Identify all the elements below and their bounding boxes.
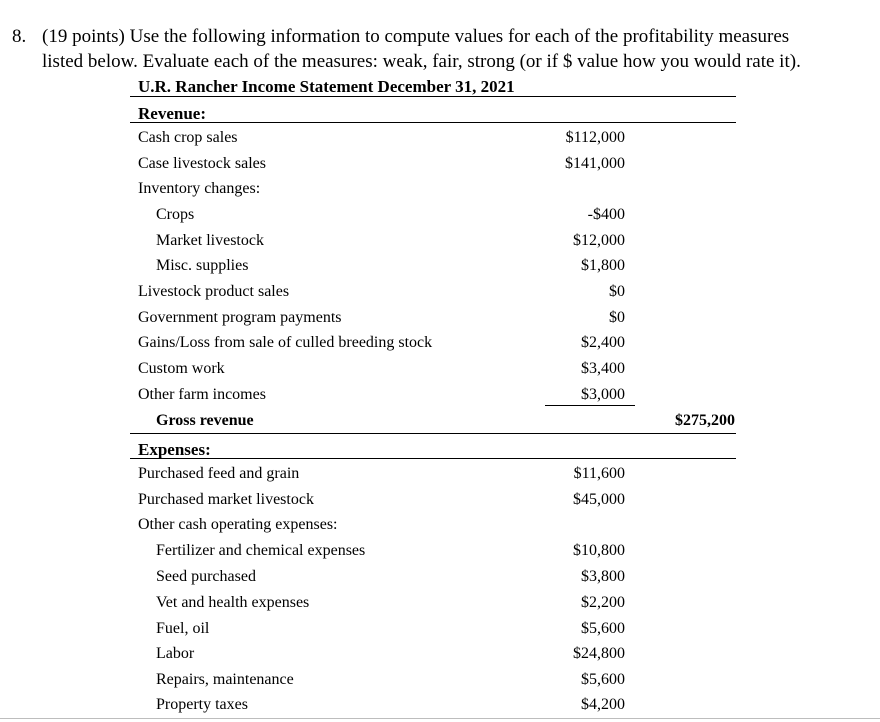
revenue-row-label: Custom work [138, 360, 225, 377]
question-text [12, 24, 872, 74]
revenue-row-value: $0 [609, 309, 625, 326]
gross-revenue-label: Gross revenue [156, 412, 254, 429]
expense-row-label: Property taxes [156, 696, 248, 713]
revenue-row-label: Other farm incomes [138, 386, 266, 403]
revenue-row-value: $0 [609, 283, 625, 300]
expense-row-value: $3,800 [581, 568, 625, 585]
expense-row-label: Fertilizer and chemical expenses [156, 542, 366, 559]
revenue-row-value: $141,000 [565, 155, 625, 172]
revenue-row [0, 309, 880, 331]
question-line-1 [12, 24, 872, 49]
expense-row-value: $5,600 [581, 671, 625, 688]
revenue-row [0, 386, 880, 408]
expense-row [0, 516, 880, 538]
expense-row [0, 491, 880, 513]
revenue-row-value: $2,400 [581, 334, 625, 351]
gross-revenue-value: $275,200 [675, 412, 735, 429]
revenue-row-value: $3,400 [581, 360, 625, 377]
expense-row-value: $2,200 [581, 594, 625, 611]
revenue-row-value: $1,800 [581, 257, 625, 274]
expense-row-label: Repairs, maintenance [156, 671, 294, 688]
expenses-heading-rule [130, 458, 736, 459]
expense-row-value: $45,000 [573, 491, 625, 508]
gross-revenue-rule [130, 433, 736, 434]
gross-revenue-row [0, 412, 880, 434]
expense-row-label: Seed purchased [156, 568, 256, 585]
expense-row-label: Other cash operating expenses: [138, 516, 338, 533]
expense-row [0, 620, 880, 642]
expense-row-label: Labor [156, 645, 195, 662]
revenue-row-label: Government program payments [138, 309, 342, 326]
expense-row [0, 465, 880, 487]
expense-row [0, 594, 880, 616]
page-bottom-rule [0, 718, 880, 719]
revenue-row [0, 334, 880, 356]
expense-row-value: $24,800 [573, 645, 625, 662]
revenue-row [0, 360, 880, 382]
revenue-row-value: -$400 [587, 206, 625, 223]
expenses-heading: Expenses: [138, 440, 211, 459]
expense-row [0, 671, 880, 693]
revenue-row-label: Livestock product sales [138, 283, 290, 300]
expense-row-value: $10,800 [573, 542, 625, 559]
revenue-row [0, 180, 880, 202]
expense-row-value: $5,600 [581, 620, 625, 637]
expense-row-label: Fuel, oil [156, 620, 210, 637]
expense-row [0, 542, 880, 564]
revenue-row-label: Misc. supplies [156, 257, 249, 274]
revenue-row [0, 155, 880, 177]
question-line-2: listed below. Evaluate each of the measures: weak, fair, strong (or if $ value how you would rate it). [42, 51, 801, 72]
revenue-row [0, 129, 880, 151]
question-number: 8. [12, 26, 27, 47]
question-line-1-text: (19 points) Use the following information to compute values for each of the profitability measures [42, 26, 790, 47]
revenue-heading-rule [130, 122, 736, 123]
revenue-row [0, 232, 880, 254]
revenue-row [0, 206, 880, 228]
revenue-row [0, 257, 880, 279]
subtotal-rule [545, 405, 635, 406]
expense-row [0, 645, 880, 667]
revenue-row-label: Market livestock [156, 232, 264, 249]
revenue-row-value: $112,000 [565, 129, 625, 146]
revenue-row-label: Inventory changes: [138, 180, 261, 197]
revenue-row-value: $3,000 [581, 386, 625, 403]
expense-row-value: $4,200 [581, 696, 625, 713]
expense-row-label: Vet and health expenses [156, 594, 310, 611]
expense-row [0, 696, 880, 718]
revenue-row-value: $12,000 [573, 232, 625, 249]
revenue-row [0, 283, 880, 305]
revenue-row-label: Crops [156, 206, 195, 223]
expense-row-label: Purchased market livestock [138, 491, 314, 508]
expense-row-label: Purchased feed and grain [138, 465, 300, 482]
revenue-row-label: Gains/Loss from sale of culled breeding stock [138, 334, 433, 351]
revenue-heading: Revenue: [138, 104, 206, 123]
title-rule [130, 96, 736, 97]
expense-row [0, 568, 880, 590]
revenue-row-label: Cash crop sales [138, 129, 238, 146]
revenue-row-label: Case livestock sales [138, 155, 266, 172]
expense-row-value: $11,600 [573, 465, 625, 482]
statement-title: U.R. Rancher Income Statement December 31, 2021 [138, 77, 515, 96]
